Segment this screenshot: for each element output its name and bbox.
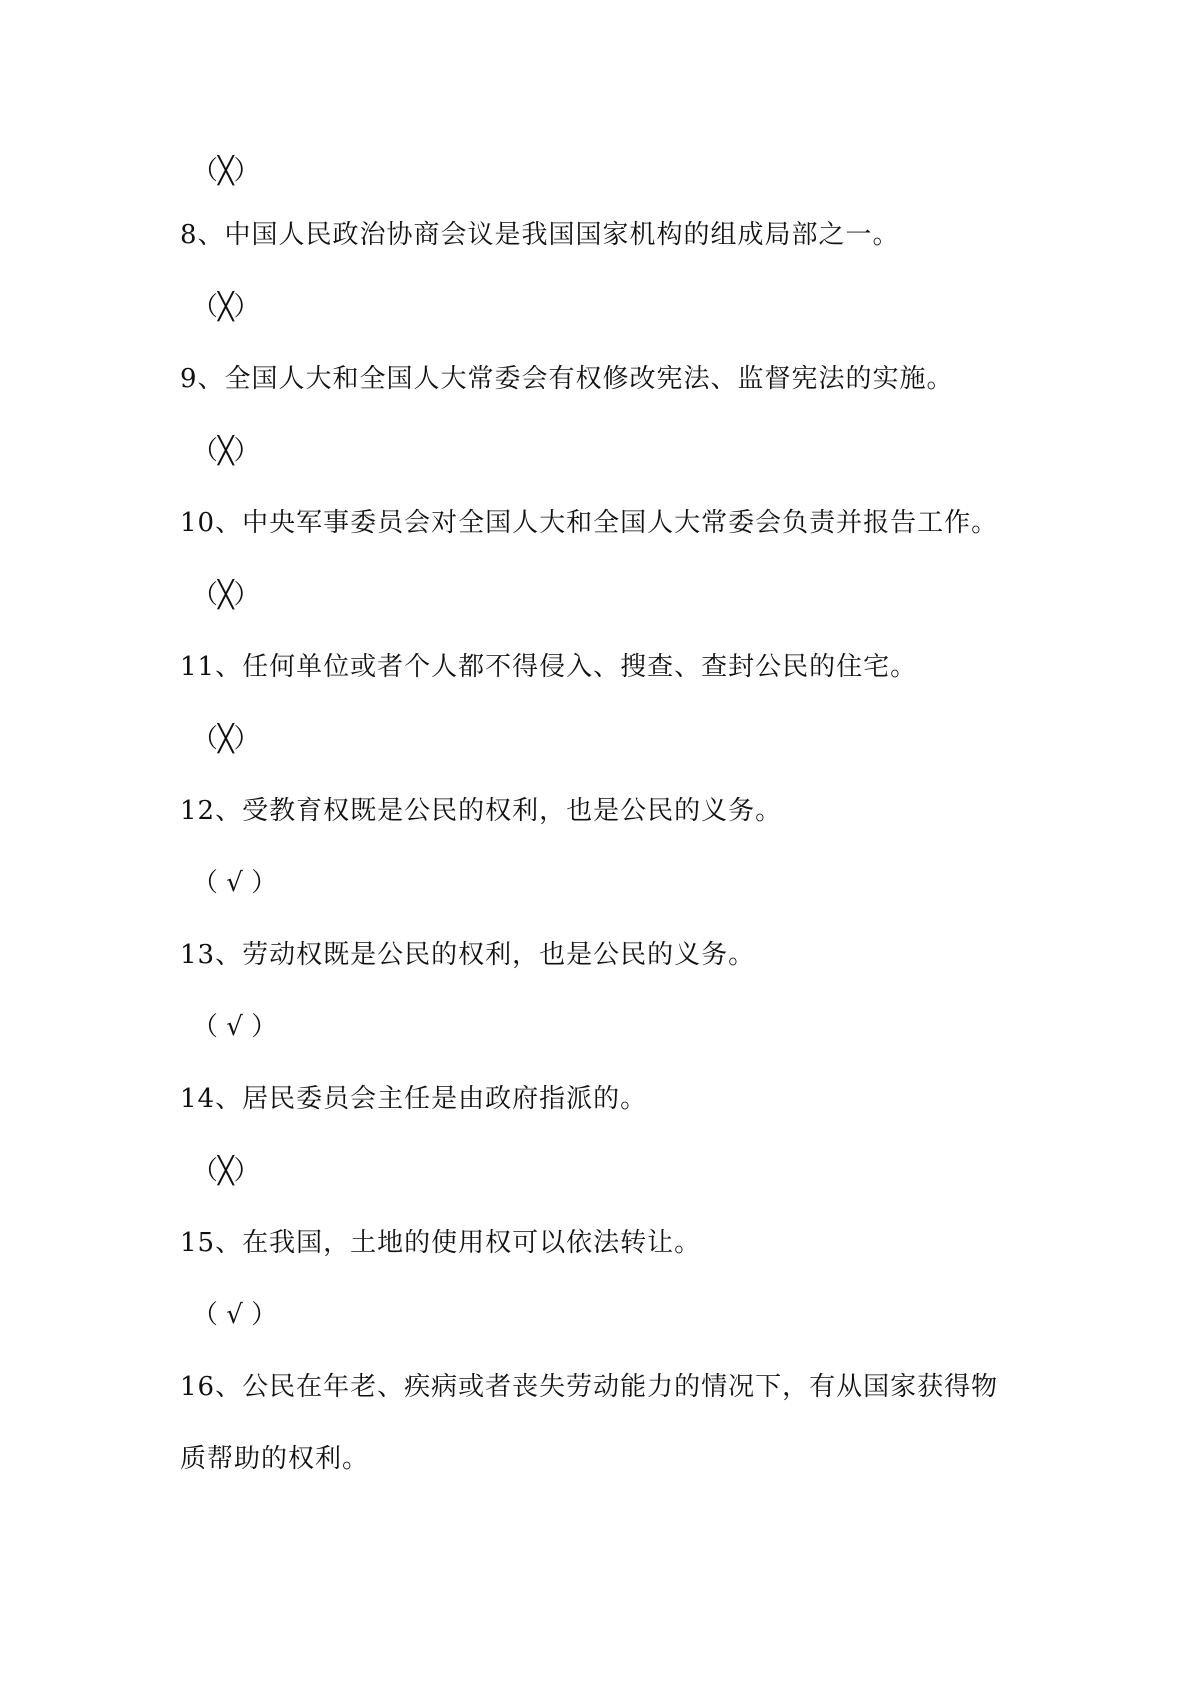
answer-8: （╳） [192, 292, 260, 322]
question-15: 15、在我国，土地的使用权可以依法转让。 [180, 1228, 702, 1258]
answer-10: （╳） [192, 580, 260, 610]
question-9: 9、全国人大和全国人大常委会有权修改宪法、监督宪法的实施。 [180, 364, 954, 394]
answer-7: （╳） [192, 156, 260, 186]
question-16-line-2: 质帮助的权利。 [180, 1444, 370, 1474]
answer-13: （ √ ） [192, 1012, 278, 1042]
question-13: 13、劳动权既是公民的权利，也是公民的义务。 [180, 940, 756, 970]
question-16-line-1: 16、公民在年老、疾病或者丧失劳动能力的情况下，有从国家获得物 [180, 1372, 999, 1402]
answer-9: （╳） [192, 436, 260, 466]
answer-14: （╳） [192, 1156, 260, 1186]
question-10: 10、中央军事委员会对全国人大和全国人大常委会负责并报告工作。 [180, 508, 999, 538]
answer-15: （ √ ） [192, 1300, 278, 1330]
question-8: 8、中国人民政治协商会议是我国国家机构的组成局部之一。 [180, 220, 900, 250]
answer-11: （╳） [192, 724, 260, 754]
question-14: 14、居民委员会主任是由政府指派的。 [180, 1084, 648, 1114]
answer-12: （ √ ） [192, 868, 278, 898]
question-12: 12、受教育权既是公民的权利，也是公民的义务。 [180, 796, 783, 826]
question-11: 11、任何单位或者个人都不得侵入、搜查、查封公民的住宅。 [180, 652, 918, 682]
